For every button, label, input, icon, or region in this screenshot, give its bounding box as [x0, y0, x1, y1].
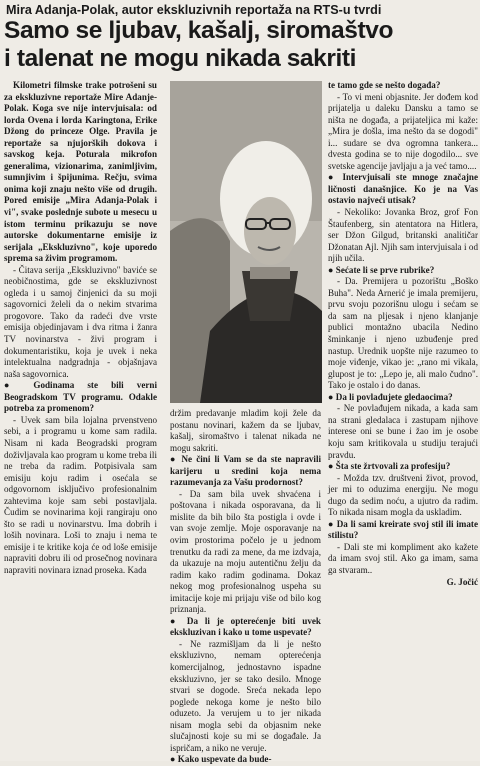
- answer-paragraph: - Ne povlađujem nikada, a kada sam na strani gledalaca i zastupam njihove interese oni se bune i žao im je osobe koju sam kritikovala u studiju terajući pravdu.: [328, 403, 478, 460]
- answer-paragraph: - Možda tzv. društveni život, provod, jer mi to oduzima energiju. Ne mogu dugo da sedim noću, a ujutro da radim. To nikada nisam mogla da uskladim.: [328, 472, 478, 518]
- answer-paragraph: - Ne razmišljam da li je nešto ekskluzivno, nemam opterećenja komercijalnog, jednostavno ispadne ekskluzivno, jer se tako desilo. Mnoge stvari se dogode. Sreća nekada lepo poglede nekoga kome je nešto bilo oduzeto. Ja verujem u to jer nikada nisam mogla sebi da objasnim neke slučajnosti koje su mi se događale. Ja ispričam, a niko ne veruje.: [170, 638, 321, 753]
- column-2: [170, 408, 321, 766]
- interview-question: ● Da li sami kreirate svoj stil ili imate stilistu?: [328, 518, 478, 541]
- article-headline: [4, 17, 478, 73]
- interview-question: ● Intervjuisali ste mnoge značajne ličnosti današnjice. Ko je na Vas ostavio najveći utisak?: [328, 172, 478, 206]
- answer-paragraph: - Da. Premijera u pozorištu „Boško Buha". Neda Arnerić je imala premijeru, prvu svoju pozorišnu ulogu i sećam se da sam na pljesak i njeno klanjanje publici montažno ubacila Nedino šminkanje i njeno uzbuđenje pred nastup. Urednik uopšte nije razumeo to moje viđenje, vikao je: „rano mi vikala, glupost je to: „Lepo je, ali malo čudno". Tako je ostalo i do danas.: [328, 276, 478, 391]
- column-3: [328, 80, 478, 588]
- article-kicker: Mira Adanja-Polak, autor ekskluzivnih reportaža na RTS-u tvrdi: [6, 3, 382, 17]
- answer-paragraph: držim predavanje mladim koji žele da postanu novinari, kažem da se ljubav, kašalj, siromaštvo i talenat nikada ne mogu sakriti.: [170, 408, 321, 453]
- column-1: [4, 80, 157, 577]
- answer-paragraph: - Dali ste mi kompliment ako kažete da imam svoj stil. Ako ga imam, sama ga stvaram..: [328, 541, 478, 575]
- portrait-image: [170, 81, 322, 403]
- article-lead: Kilometri filmske trake potrošeni su za ekskluzivne reportaže Mire Adanje-Polak. Koga sve nije intervjuisala: od lorda Ovena i lorda Karingtona, Erike Džong do princeze Olge. Pravila je reportaže sa njujorških dokova i savskog keja. Poturala mikrofon generalima, vizionarima, zanimljivim, sumnjivim i špijunima. Rečju, svima onima koji znaju nešto više od drugih. Pored emisije „Mira Adanja-Polak i vi", svake poslednje subote u mesecu u istom terminu prikazuju se nove autorske dokumentarne emisije iz serijala „Ekskluzivno", koje uporedo sprema sa živim programom.: [4, 80, 157, 264]
- interview-question: ● Da li je opterećenje biti uvek ekskluzivan i kako u tome uspevate?: [170, 615, 321, 638]
- answer-paragraph: - To vi meni objasnite. Jer dođem kod prijatelja u daleku Dansku a tamo se ništa ne događa, a prijateljica mi kaže: „Mira je došla, ima nešto da se dogodi" i... sudare se dva ogromna tankera... dvesta godina se to nije dogodilo... sve svetske agencije javljaju a ja već tamo....: [328, 91, 478, 171]
- answer-paragraph: - Uvek sam bila lojalna prvenstveno sebi, a i programu u kome sam radila. Nisam ni kada Beogradski program doživljavala kao program u kome treba ili ne treba da radim. Potpisivala sam emisiju koju radim i osećala se odgovornom isključivo profesionalnim zahtevima koje sam sebi postavljala. Čudim se novinarima koji rangiraju ono što se radi u novinarstvu. Ima dobrih i loših novinara. Loši to znaju i nema te emisije i te kritike koja će od loše emisije napraviti dobru ili od prosečnog novinara napraviti novinara iznad proseka. Kada: [4, 414, 157, 575]
- answer-paragraph: - Čitava serija „Ekskluzivno" baviće se neobičnostima, gde se ekskluzivnost ogleda i u samoj činjenici da su moji sagovornici želeli da o nekim stvarima progovore. Tako da radeći dve vrste emisija objedinjavam i dva ritma i žanra TV novinarstva - živi program i dokumentaristiku, koja je uvek i neka intelektualna nadgradnja - objašnjava naša sagovornica.: [4, 264, 157, 379]
- answer-paragraph: - Nekoliko: Jovanka Broz, grof Fon Štaufenberg, sin atentatora na Hitlera, ser Džon Gilgud, britanski analitičar Džonatan Ajl. Njih sam intervjuisala i od njih učila.: [328, 207, 478, 264]
- interview-question: ● Šta ste žrtvovali za profesiju?: [328, 461, 451, 472]
- author-signature: G. Jočić: [446, 576, 478, 587]
- interview-question: ● Da li povlađujete gledaocima?: [328, 391, 453, 402]
- answer-paragraph: - Da sam bila uvek shvaćena i poštovana i nikada osporavana, da li mislite da bih bilo šta postigla i ovde i van svoje zemlje. Moje osporavanje na ovim prostorima počelo je u jednom trenutku da radi za mene, da me izdvaja, da ukazuje na moju autentičnu želju da radim kako radim godinama. Dokaz nekog mog profesionalnog uspeha su imitacije koje mi prijaju više od bilo kog priznanja.: [170, 488, 321, 615]
- interview-question: ● Godinama ste bili verni Beogradskom TV programu. Odakle potreba za promenom?: [4, 380, 157, 414]
- headline-line-2: i talenat ne mogu nikada sakriti: [4, 45, 357, 72]
- interview-question: ● Kako uspevate da bude-: [170, 754, 272, 765]
- interview-question: te tamo gde se nešto događa?: [328, 80, 441, 90]
- headline-line-1: Samo se ljubav, kašalj, siromaštvo: [4, 17, 394, 44]
- interview-question: ● Sećate li se prve rubrike?: [328, 264, 435, 275]
- portrait-photo: [170, 81, 322, 403]
- interview-question: ● Ne čini li Vam se da ste napravili karijeru u sredini koja nema razumevanja za Vašu prodornost?: [170, 454, 321, 488]
